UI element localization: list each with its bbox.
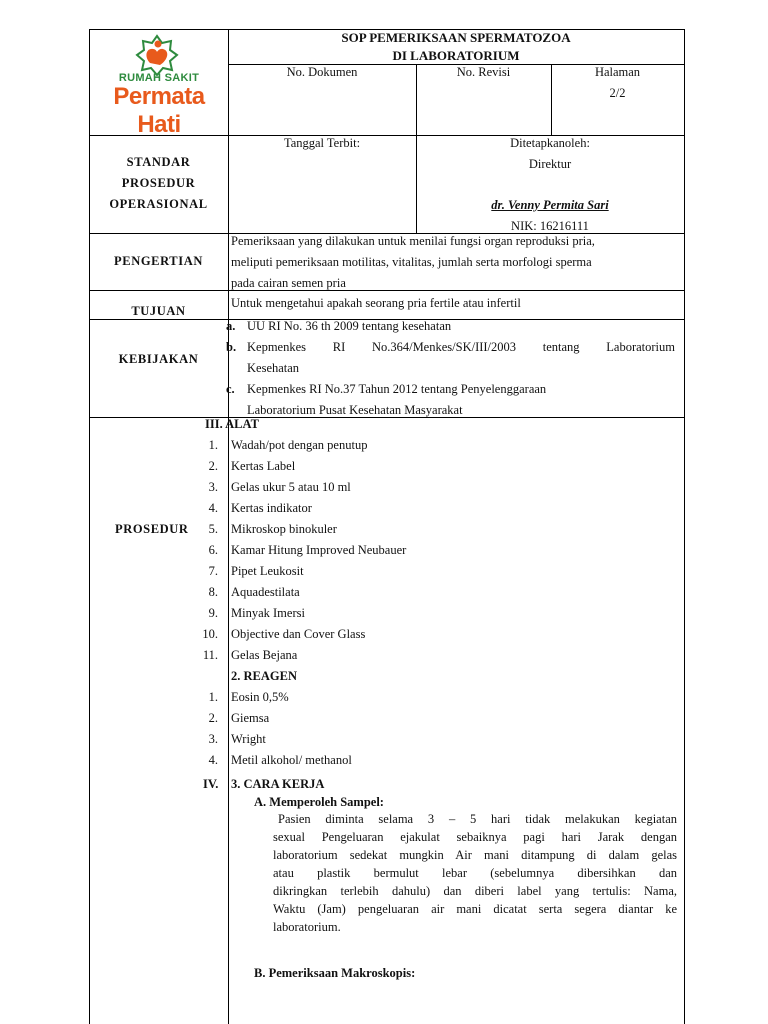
prosedur-label: PROSEDUR [115, 522, 189, 536]
logo-top-text: RUMAH SAKIT [118, 72, 200, 84]
sampel-line: Waktu (Jam) pengeluaran air mani dicatat serta segera diantar ke [273, 902, 677, 916]
alat-heading: III. ALAT [205, 417, 259, 431]
alat-item-number: 10. [202, 627, 218, 641]
pengertian-line: Pemeriksaan yang dilakukan untuk menilai fungsi organ reproduksi pria, [231, 234, 595, 248]
kebijakan-marker: c. [226, 382, 235, 396]
kebijakan-marker: a. [226, 319, 236, 333]
kebijakan-marker: b. [226, 340, 237, 354]
sop-label-1: STANDAR [126, 155, 191, 169]
alat-item: Mikroskop binokuler [231, 522, 337, 536]
sampel-line: laboratorium sedekat mungkin Air mani ditampung di dalam gelas [273, 848, 677, 862]
alat-item: Aquadestilata [231, 585, 300, 599]
alat-item-number: 4. [208, 501, 218, 515]
reagen-item: Wright [231, 732, 266, 746]
alat-item-number: 9. [208, 606, 218, 620]
reagen-item: Metil alkohol/ methanol [231, 753, 352, 767]
kebijakan-item: UU RI No. 36 th 2009 tentang kesehatan [247, 319, 452, 333]
tujuan-label: TUJUAN [131, 304, 186, 318]
direktur-label: Direktur [528, 157, 572, 171]
logo-bottom-text: Permata Hati [113, 83, 205, 138]
ditetapkan-label: Ditetapkanoleh: [510, 136, 590, 150]
pengertian-label: PENGERTIAN [114, 254, 203, 268]
sampel-heading: A. Memperoleh Sampel: [254, 795, 384, 809]
hospital-logo [92, 33, 226, 138]
sampel-line: Pasien diminta selama 3 – 5 hari tidak melakukan kegiatan [278, 812, 677, 826]
sop-label-3: OPERASIONAL [109, 197, 208, 211]
alat-item-number: 11. [202, 648, 218, 662]
alat-item-number: 2. [208, 459, 218, 473]
director-nik: NIK: 16216111 [511, 219, 589, 233]
halaman-label: Halaman [594, 65, 641, 79]
pengertian-line: meliputi pemeriksaan motilitas, vitalitas, jumlah serta morfologi sperma [231, 255, 592, 269]
reagen-item-number: 2. [208, 711, 218, 725]
reagen-item-number: 3. [208, 732, 218, 746]
alat-item-number: 1. [208, 438, 218, 452]
director-name: dr. Venny Permita Sari [491, 198, 609, 212]
pengertian-line: pada cairan semen pria [231, 276, 346, 290]
sop-label-2: PROSEDUR [121, 176, 196, 190]
reagen-item: Giemsa [231, 711, 270, 725]
alat-item: Minyak Imersi [231, 606, 305, 620]
kebijakan-item: Laboratorium Pusat Kesehatan Masyarakat [247, 403, 463, 417]
alat-item: Objective dan Cover Glass [231, 627, 366, 641]
kebijakan-item: Kesehatan [247, 361, 300, 375]
makroskopis-heading: B. Pemeriksaan Makroskopis: [254, 966, 416, 980]
alat-item-number: 6. [208, 543, 218, 557]
alat-item-number: 3. [208, 480, 218, 494]
alat-item-number: 5. [208, 522, 218, 536]
alat-item-number: 8. [208, 585, 218, 599]
cara-kerja-heading: 3. CARA KERJA [231, 777, 325, 791]
reagen-item: Eosin 0,5% [231, 690, 289, 704]
tujuan-text: Untuk mengetahui apakah seorang pria fertile atau infertil [231, 296, 521, 310]
sampel-line: atau plastik bermulut lebar (sebelumnya dibersihkan dan [273, 866, 677, 880]
halaman-value: 2/2 [609, 86, 626, 100]
kebijakan-label: KEBIJAKAN [118, 352, 199, 366]
no-revisi-label: No. Revisi [456, 65, 511, 79]
alat-item: Kamar Hitung Improved Neubauer [231, 543, 407, 557]
reagen-heading: 2. REAGEN [231, 669, 297, 683]
sampel-line: dikringkan terlebih dahulu) dan diberi label yang tertulis: Nama, [273, 884, 677, 898]
kebijakan-item: Kepmenkes RI No.37 Tahun 2012 tentang Penyelenggaraan [247, 382, 547, 396]
tanggal-terbit-label: Tanggal Terbit: [283, 136, 361, 150]
alat-item-number: 7. [208, 564, 218, 578]
no-dokumen-label: No. Dokumen [286, 65, 358, 79]
document-title-line1: SOP PEMERIKSAAN SPERMATOZOA [341, 30, 571, 45]
document-title-line2: DI LABORATORIUM [392, 48, 520, 63]
alat-item: Kertas indikator [231, 501, 312, 515]
alat-item: Pipet Leukosit [231, 564, 304, 578]
reagen-item-number: 1. [208, 690, 218, 704]
sampel-line: sexual Pengeluaran ejakulat sebaiknya pagi hari Jarak dengan [273, 830, 677, 844]
alat-item: Gelas ukur 5 atau 10 ml [231, 480, 351, 494]
reagen-item-number: 4. [208, 753, 218, 767]
sampel-line: laboratorium. [273, 920, 341, 934]
alat-item: Kertas Label [231, 459, 296, 473]
iv-marker: IV. [203, 777, 219, 791]
kebijakan-item: Kepmenkes RI No.364/Menkes/SK/III/2003 tentang Laboratorium [247, 340, 675, 354]
alat-item: Wadah/pot dengan penutup [231, 438, 368, 452]
alat-item: Gelas Bejana [231, 648, 298, 662]
